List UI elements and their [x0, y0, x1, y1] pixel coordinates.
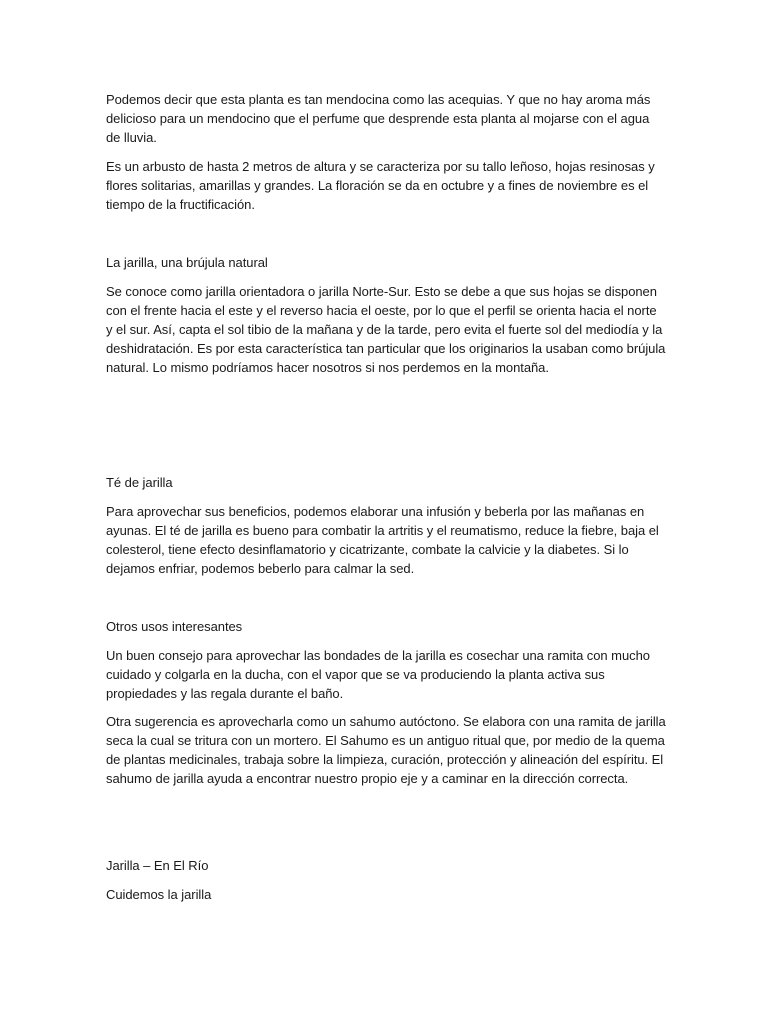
- section-heading-usos: Otros usos interesantes: [106, 619, 243, 634]
- section-heading-brujula: La jarilla, una brújula natural: [106, 255, 268, 270]
- closing-line: Cuidemos la jarilla: [106, 887, 212, 902]
- source-line: Jarilla – En El Río: [106, 858, 209, 873]
- usos-paragraph-1: Un buen consejo para aprovechar las bondades de la jarilla es cosechar una ramita con mucho cuidado y colgarla en la ducha, con el vapor que se va produciendo la planta activa sus propiedades y las regala durante el baño.: [106, 648, 650, 701]
- intro-paragraph-2: Es un arbusto de hasta 2 metros de altura y se caracteriza por su tallo leñoso, hojas resinosas y flores solitarias, amarillas y grandes. La floración se da en octubre y a fines de noviembre es el tiempo de la fructificación.: [106, 159, 655, 212]
- section-heading-te: Té de jarilla: [106, 475, 173, 490]
- usos-paragraph-2: Otra sugerencia es aprovecharla como un sahumo autóctono. Se elabora con una ramita de jarilla seca la cual se tritura con un mortero. El Sahumo es un antiguo ritual que, por medio de la quema de plantas medicinales, trabaja sobre la limpieza, curación, protección y alineación del espíritu. El sahumo de jarilla ayuda a encontrar nuestro propio eje y a caminar en la dirección correcta.: [106, 714, 666, 786]
- intro-paragraph-1: Podemos decir que esta planta es tan mendocina como las acequias. Y que no hay aroma más delicioso para un mendocino que el perfume que desprende esta planta al mojarse con el agua de lluvia.: [106, 92, 651, 145]
- te-paragraph: Para aprovechar sus beneficios, podemos elaborar una infusión y beberla por las mañanas en ayunas. El té de jarilla es bueno para combatir la artritis y el reumatismo, reduce la fiebre, baja el colesterol, tiene efecto desinflamatorio y cicatrizante, combate la calvicie y la diabetes. Si lo dejamos enfriar, podemos beberlo para calmar la sed.: [106, 504, 659, 576]
- brujula-paragraph: Se conoce como jarilla orientadora o jarilla Norte-Sur. Esto se debe a que sus hojas se disponen con el frente hacia el este y el reverso hacia el oeste, por lo que el perfil se orienta hacia el norte y el sur. Así, capta el sol tibio de la mañana y de la tarde, pero evita el fuerte sol del mediodía y la deshidratación. Es por esta característica tan particular que los originarios la usaban como brújula natural. Lo mismo podríamos hacer nosotros si nos perdemos en la montaña.: [106, 284, 666, 375]
